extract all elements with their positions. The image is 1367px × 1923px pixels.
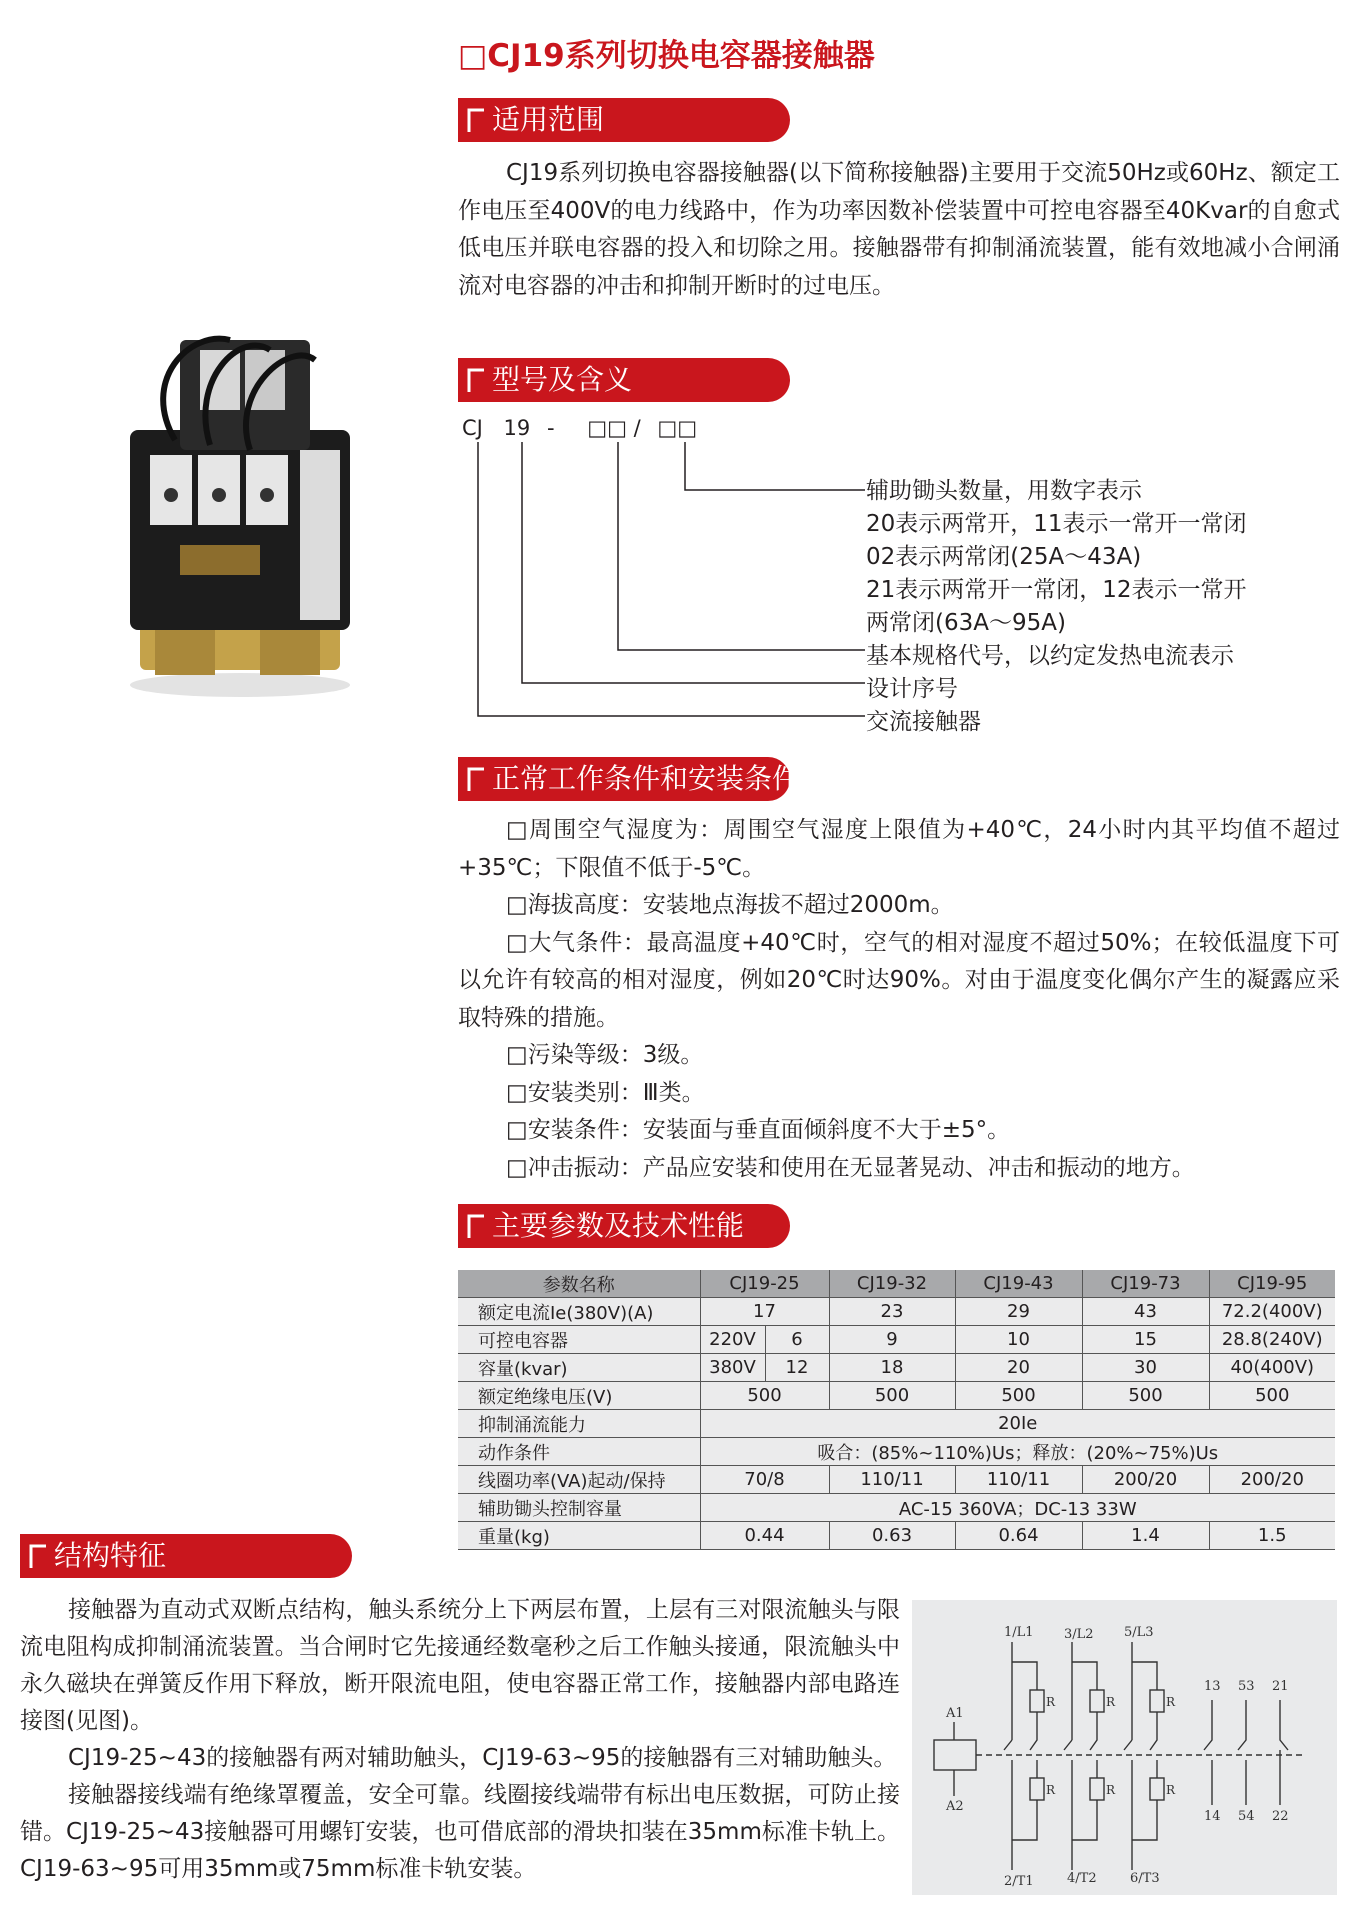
table-cell: 200/20 (1209, 1466, 1335, 1494)
code-part: □□ (657, 416, 698, 440)
section-header-scope (458, 98, 790, 142)
resistor-label: R (1106, 1783, 1116, 1797)
model-legend-line: 辅助锄头数量，用数字表示 (866, 478, 1142, 504)
condition-item: □冲击振动：产品应安装和使用在无显著晃动、冲击和振动的地方。 (506, 1154, 1195, 1181)
table-cell: 110/11 (955, 1466, 1082, 1494)
table-cell: 40(400V) (1209, 1354, 1335, 1382)
table-cell: 17 (700, 1298, 829, 1326)
condition-item: □大气条件：最高温度+40℃时，空气的相对湿度不超过50%；在较低温度下可以允许有较高的相对湿度，例如20℃时达90%。对由于温度变化偶尔产生的凝露应采取特殊的措施。 (458, 929, 1340, 1031)
table-cell: 200/20 (1082, 1466, 1209, 1494)
row-label: 额定电流Ie(380V)(A) (458, 1298, 700, 1326)
table-cell: 500 (955, 1382, 1082, 1410)
section-header-conditions (458, 757, 801, 801)
condition-item: □安装类别：Ⅲ类。 (506, 1079, 705, 1106)
coil-label: A2 (946, 1799, 964, 1814)
structure-paragraph: 接触器为直动式双断点结构，触头系统分上下两层布置，上层有三对限流触头与限流电阻构成抑制涌流装置。当合闸时它先接通经数毫秒之后工作触头接通，限流触头中永久磁块在弹簧反作用下释放，断开限流电阻，使电容器正常工作，接触器内部电路连接图(见图)。 (20, 1597, 900, 1734)
table-cell: 500 (1082, 1382, 1209, 1410)
table-cell: 12 (765, 1354, 829, 1382)
table-cell: 18 (829, 1354, 955, 1382)
resistor-label: R (1166, 1695, 1176, 1709)
terminal-label: 3/L2 (1064, 1627, 1094, 1642)
resistor-label: R (1166, 1783, 1176, 1797)
table-header-row (458, 1270, 1335, 1298)
row-label: 抑制涌流能力 (458, 1410, 700, 1438)
table-cell: 72.2(400V) (1209, 1298, 1335, 1326)
model-leader-lines (460, 440, 870, 720)
resistor-label: R (1046, 1695, 1056, 1709)
row-label: 额定绝缘电压(V) (458, 1382, 700, 1410)
aux-label: 14 (1204, 1809, 1221, 1824)
code-part: 19 (503, 416, 531, 440)
terminal-label: 5/L3 (1124, 1625, 1154, 1640)
table-cell: 29 (955, 1298, 1082, 1326)
table-header: 参数名称 (458, 1270, 700, 1298)
aux-label: 53 (1238, 1679, 1255, 1694)
code-part: CJ (462, 416, 483, 440)
table-header: CJ19-32 (829, 1270, 955, 1298)
model-legend-line: 02表示两常闭(25A～43A) (866, 544, 1142, 570)
row-label: 容量(kvar) (458, 1354, 700, 1382)
table-cell: 500 (700, 1382, 829, 1410)
corner-mark-icon (466, 366, 486, 394)
section-title: 正常工作条件和安装条件 (492, 762, 801, 795)
model-legend-line: 21表示两常开一常闭，12表示一常开 (866, 577, 1247, 603)
condition-item: □安装条件：安装面与垂直面倾斜度不大于±5°。 (506, 1117, 1011, 1143)
section-title: 适用范围 (492, 103, 605, 136)
table-cell: 0.44 (700, 1522, 829, 1550)
table-cell: 0.64 (955, 1522, 1082, 1550)
corner-mark-icon (466, 106, 486, 134)
table-cell: 500 (829, 1382, 955, 1410)
table-cell: 28.8(240V) (1209, 1326, 1335, 1354)
coil-label: A1 (946, 1706, 964, 1721)
code-part: □□ (587, 416, 627, 440)
corner-mark-icon (466, 765, 486, 793)
spec-table (458, 1270, 1335, 1550)
row-label: 重量(kg) (458, 1522, 700, 1550)
section-header-params (458, 1204, 790, 1248)
corner-mark-icon (28, 1542, 48, 1570)
table-cell: 9 (829, 1326, 955, 1354)
model-code (462, 416, 697, 440)
table-cell: 43 (1082, 1298, 1209, 1326)
contactor-photo (120, 320, 360, 700)
table-cell: 10 (955, 1326, 1082, 1354)
section-title: 主要参数及技术性能 (492, 1209, 745, 1242)
section-title: 型号及含义 (492, 363, 633, 396)
table-row (458, 1410, 1335, 1438)
table-cell: 20 (955, 1354, 1082, 1382)
table-cell: 15 (1082, 1326, 1209, 1354)
scope-paragraph: CJ19系列切换电容器接触器(以下简称接触器)主要用于交流50Hz或60Hz、额定工作电压至400V的电力线路中，作为功率因数补偿装置中可控电容器至40Kvar的自愈式低电压并联电容器的投入和切除之用。接触器带有抑制涌流装置，能有效地减小合闸涌流对电容器的冲击和抑制开断时的过电压。 (458, 160, 1340, 299)
aux-label: 21 (1272, 1679, 1289, 1694)
model-legend-line: 设计序号 (866, 676, 958, 702)
table-cell: 23 (829, 1298, 955, 1326)
conditions-list (458, 812, 1340, 1187)
table-header: CJ19-25 (700, 1270, 829, 1298)
table-cell: 70/8 (700, 1466, 829, 1494)
row-label: 辅助锄头控制容量 (458, 1494, 700, 1522)
resistor-label: R (1046, 1783, 1056, 1797)
table-cell: 20Ie (700, 1410, 1335, 1438)
structure-text (20, 1592, 900, 1888)
table-row (458, 1326, 1335, 1354)
table-row (458, 1354, 1335, 1382)
page-title: □CJ19系列切换电容器接触器 (458, 38, 875, 74)
condition-item: □海拔高度：安装地点海拔不超过2000m。 (506, 892, 954, 918)
terminal-label: 4/T2 (1067, 1871, 1097, 1886)
table-row (458, 1522, 1335, 1550)
terminal-label: 2/T1 (1004, 1874, 1034, 1889)
row-label: 可控电容器 (458, 1326, 700, 1354)
table-header: CJ19-95 (1209, 1270, 1335, 1298)
aux-label: 22 (1272, 1809, 1289, 1824)
condition-item: □周围空气湿度为：周围空气湿度上限值为+40℃，24小时内其平均值不超过+35℃；下限值不低于-5℃。 (458, 817, 1340, 881)
table-cell: 220V (700, 1326, 765, 1354)
table-cell: 吸合：(85%~110%)Us；释放：(20%~75%)Us (700, 1438, 1335, 1466)
model-legend-line: 交流接触器 (866, 709, 981, 735)
table-row (458, 1438, 1335, 1466)
terminal-label: 6/T3 (1130, 1871, 1160, 1886)
table-cell: 500 (1209, 1382, 1335, 1410)
table-cell: 1.4 (1082, 1522, 1209, 1550)
section-header-model (458, 358, 790, 402)
model-legend-line: 基本规格代号，以约定发热电流表示 (866, 643, 1234, 669)
row-label: 线圈功率(VA)起动/保持 (458, 1466, 700, 1494)
table-row (458, 1494, 1335, 1522)
table-header: CJ19-73 (1082, 1270, 1209, 1298)
circuit-diagram (912, 1600, 1337, 1895)
section-header-structure (20, 1534, 352, 1578)
structure-paragraph: CJ19-25~43的接触器有两对辅助触头，CJ19-63~95的接触器有三对辅助触头。 (68, 1745, 897, 1771)
table-cell: 1.5 (1209, 1522, 1335, 1550)
table-cell: AC-15 360VA；DC-13 33W (700, 1494, 1335, 1522)
table-header: CJ19-43 (955, 1270, 1082, 1298)
table-row (458, 1298, 1335, 1326)
condition-item: □污染等级：3级。 (506, 1042, 704, 1068)
resistor-label: R (1106, 1695, 1116, 1709)
table-row (458, 1382, 1335, 1410)
aux-label: 54 (1238, 1809, 1255, 1824)
code-part: / (633, 416, 641, 440)
code-part: - (546, 416, 555, 440)
corner-mark-icon (466, 1212, 486, 1240)
section-title: 结构特征 (54, 1539, 167, 1572)
table-row (458, 1466, 1335, 1494)
structure-paragraph: 接触器接线端有绝缘罩覆盖，安全可靠。线圈接线端带有标出电压数据，可防止接错。CJ19-25~43接触器可用螺钉安装，也可借底部的滑块扣装在35mm标准卡轨上。CJ19-63~95可用35mm或75mm标准卡轨安装。 (20, 1782, 900, 1882)
table-cell: 110/11 (829, 1466, 955, 1494)
table-cell: 6 (765, 1326, 829, 1354)
row-label: 动作条件 (458, 1438, 700, 1466)
terminal-label: 1/L1 (1004, 1625, 1034, 1640)
aux-label: 13 (1204, 1679, 1221, 1694)
table-cell: 30 (1082, 1354, 1209, 1382)
table-cell: 380V (700, 1354, 765, 1382)
model-legend-line: 20表示两常开，11表示一常开一常闭 (866, 511, 1247, 537)
model-legend-line: 两常闭(63A～95A) (866, 610, 1066, 636)
table-cell: 0.63 (829, 1522, 955, 1550)
